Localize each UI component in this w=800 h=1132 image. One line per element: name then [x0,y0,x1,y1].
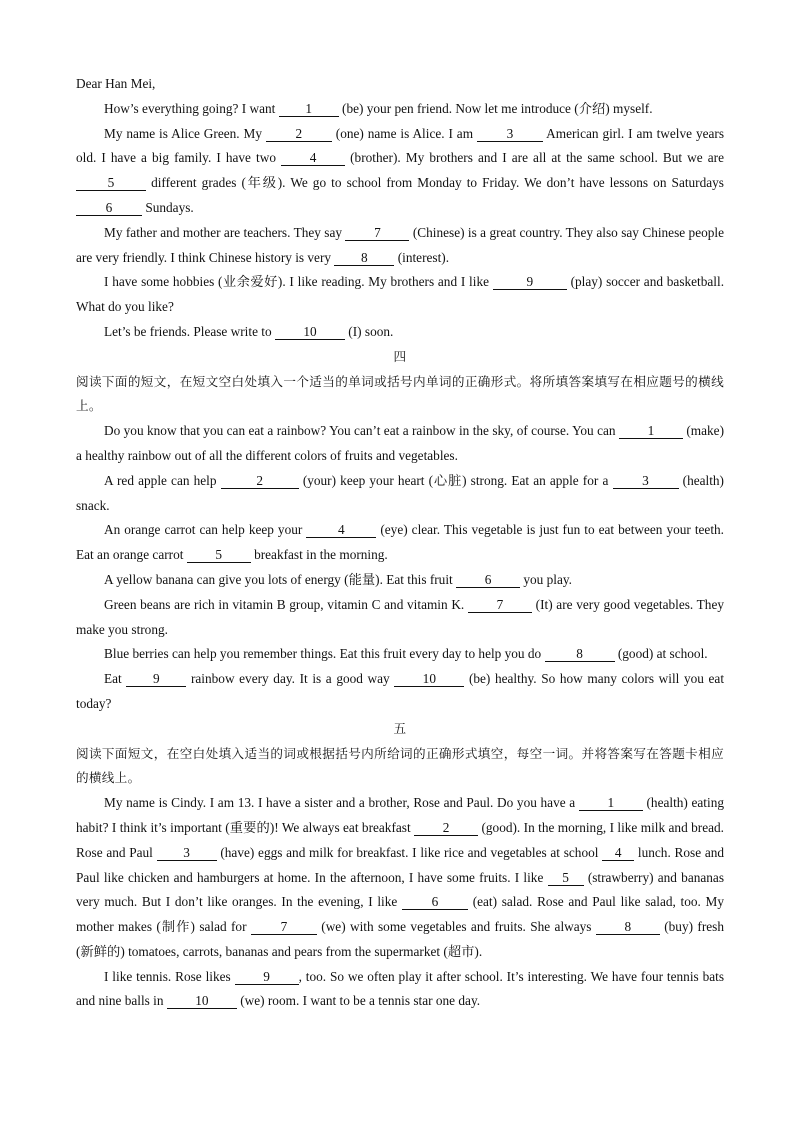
text: (your) keep your heart (心脏) strong. Eat an apple for a [302,472,609,488]
text: (be) healthy. So how many colors will you eat today? [76,671,725,711]
text: (brother). My brothers and I are all at the same school. But we are [350,150,724,166]
s5-blank-6[interactable]: 6 [402,894,468,910]
text: different grades (年级). We go to school from Monday to Friday. We don’t have lessons on Saturdays [151,175,724,191]
text: (health) eating habit? I think it’s important (重要的)! We always eat breakfast [76,795,724,835]
s5-blank-3[interactable]: 3 [157,845,217,861]
text: American girl. I am twelve years old. I have a big family. I have two [76,125,724,166]
text: Sundays. [145,199,194,215]
s5-blank-10[interactable]: 10 [167,993,237,1009]
text: (I) soon. [348,323,394,339]
s4-blank-9[interactable]: 9 [126,671,186,687]
s4-blank-10[interactable]: 10 [394,671,464,687]
text: I have some hobbies (业余爱好). I like reading. My brothers and I like [104,274,489,290]
blank-6[interactable]: 6 [76,200,142,216]
blank-5[interactable]: 5 [76,175,146,191]
text: , too. So we often play it after school. It’s interesting. We have four tennis bats and nine balls in [76,968,724,1009]
s5-blank-1[interactable]: 1 [579,795,643,811]
letter-paragraph-5 [76,320,724,345]
text: (good) at school. [617,646,708,662]
text: (have) eggs and milk for breakfast. I like rice and vegetables at school [220,844,599,860]
text: rainbow every day. It is a good way [190,671,390,687]
s4-paragraph-4 [76,568,724,593]
letter-paragraph-1 [76,97,724,122]
s4-blank-4[interactable]: 4 [306,522,376,538]
section-4-heading: 四 [393,348,407,364]
text: (strawberry) and bananas very much. But I don’t like oranges. In the evening, I like [76,869,725,910]
s5-blank-8[interactable]: 8 [596,919,660,935]
section-4-instruction: 阅读下面的短文，在短文空白处填入一个适当的单词或括号内单词的正确形式。将所填答案填写在相应题号的横线上。 [76,373,724,414]
section-5-heading: 五 [393,720,407,736]
section-5-instruction: 阅读下面短文，在空白处填入适当的词或根据括号内所给词的正确形式填空，每空一词。并将答案写在答题卡相应的横线上。 [76,745,724,786]
text: A red apple can help [104,472,217,488]
text: Green beans are rich in vitamin B group, vitamin C and vitamin K. [104,596,465,612]
blank-4[interactable]: 4 [281,150,345,166]
s5-blank-4[interactable]: 4 [602,845,634,861]
letter-paragraph-3 [76,221,724,271]
s4-blank-2[interactable]: 2 [221,473,299,489]
s4-blank-8[interactable]: 8 [545,646,615,662]
s5-paragraph-1 [76,791,724,965]
text: (we) room. I want to be a tennis star one day. [240,993,481,1009]
letter-paragraph-2 [76,122,724,221]
s4-blank-7[interactable]: 7 [468,597,532,613]
s4-blank-1[interactable]: 1 [619,423,683,439]
text: (eye) clear. This vegetable is just fun to eat between your teeth. Eat an orange carrot [76,522,724,563]
text: My name is Cindy. I am 13. I have a sister and a brother, Rose and Paul. Do you have a [104,795,576,811]
text: Let’s be friends. Please write to [104,323,272,339]
blank-9[interactable]: 9 [493,274,567,290]
text: My father and mother are teachers. They say [104,224,343,240]
text: How’s everything going? I want [104,100,276,116]
s4-paragraph-1 [76,419,724,469]
s4-paragraph-7 [76,667,724,717]
text: (good). In the morning, I like milk and bread. Rose and Paul [76,819,724,860]
blank-2[interactable]: 2 [266,126,332,142]
text: (make) a healthy rainbow out of all the different colors of fruits and vegetables. [76,423,724,463]
text: Do you know that you can eat a rainbow? You can’t eat a rainbow in the sky, of course. You can [104,423,616,439]
s4-paragraph-6 [76,642,724,667]
text: A yellow banana can give you lots of energy (能量). Eat this fruit [104,571,453,587]
text: (one) name is Alice. I am [335,125,474,141]
s4-blank-6[interactable]: 6 [456,572,520,588]
blank-3[interactable]: 3 [477,126,543,142]
s5-blank-9[interactable]: 9 [235,969,299,985]
letter-paragraph-4 [76,270,724,320]
text: Eat [104,671,122,687]
blank-1[interactable]: 1 [279,101,339,117]
blank-7[interactable]: 7 [345,225,409,241]
letter-greeting: Dear Han Mei, [76,76,156,91]
s4-blank-5[interactable]: 5 [187,547,251,563]
text: (interest). [397,249,450,265]
text: lunch. Rose and Paul like chicken and hamburgers at home. In the afternoon, I have some fruits. I like [76,844,725,885]
text: breakfast in the morning. [254,547,388,563]
s4-blank-3[interactable]: 3 [613,473,679,489]
s5-blank-5[interactable]: 5 [548,870,584,886]
text: (play) soccer and basketball. What do you like? [76,274,725,315]
text: (It) are very good vegetables. They make you strong. [76,596,724,637]
text: I like tennis. Rose likes [104,968,231,984]
text: Blue berries can help you remember things. Eat this fruit every day to help you do [104,646,542,662]
text: (buy) fresh (新鲜的) tomatoes, carrots, bananas and pears from the supermarket (超市). [76,919,724,959]
text: you play. [523,571,572,587]
text: (eat) salad. Rose and Paul like salad, too. My mother makes (制作) salad for [76,894,725,935]
text: My name is Alice Green. My [104,125,262,141]
s4-paragraph-5 [76,593,724,643]
s4-paragraph-3 [76,518,724,568]
text: (be) your pen friend. Now let me introduce (介绍) myself. [342,100,653,116]
s4-paragraph-2 [76,469,724,519]
s5-blank-2[interactable]: 2 [414,820,478,836]
text: (Chinese) is a great country. They also say Chinese people are very friendly. I think Chinese history is very [76,224,725,265]
s5-paragraph-2 [76,965,724,1015]
text: An orange carrot can help keep your [104,522,303,538]
text: (health) snack. [76,472,724,513]
text: (we) with some vegetables and fruits. She always [321,919,592,935]
blank-10[interactable]: 10 [275,324,345,340]
blank-8[interactable]: 8 [334,250,394,266]
s5-blank-7[interactable]: 7 [251,919,317,935]
